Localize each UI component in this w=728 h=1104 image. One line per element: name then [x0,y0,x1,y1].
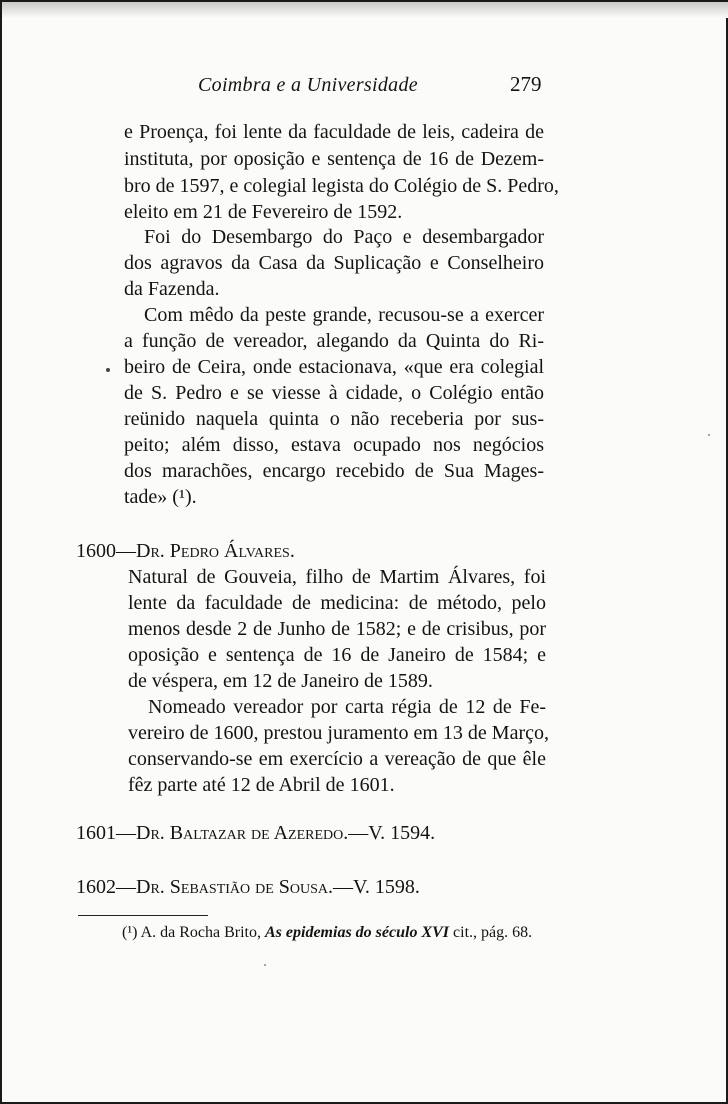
text-line: vereiro de 1600, prestou juramento em 13 de Março, [128,722,549,744]
entry-year: 1601— [76,822,136,844]
paper-speck [708,434,710,436]
page-number: 279 [510,72,542,96]
text-line: Nomeado vereador por carta régia de 12 de Fe- [148,696,546,718]
text-line: de véspera, em 12 de Janeiro de 1589. [128,670,433,692]
footnote-rule [78,915,208,916]
footnote-marker: (¹) [122,924,138,941]
paper-speck [264,964,266,966]
text-line: menos desde 2 de Junho de 1582; e de crisibus, por [128,618,546,640]
text-line: beiro de Ceira, onde estacionava, «que era colegial [124,356,544,378]
scan-edge-shadow [2,2,728,18]
footnote-work: As epidemias do século XVI [265,924,450,941]
margin-mark [106,368,110,372]
text-line: fêz parte até 12 de Abril de 1601. [128,774,395,796]
text-line: peito; além disso, estava ocupado nos negócios [124,434,544,456]
entry-heading-1602 [76,874,420,900]
running-title: Coimbra e a Universidade [198,74,418,96]
entry-name: Dr. Pedro Álvares. [136,540,295,562]
text-line: dos agravos da Casa da Suplicação e Conselheiro [124,252,544,274]
footnote-author: A. da Rocha Brito, [140,924,261,941]
footnote [122,924,532,942]
text-line: Foi do Desembargo do Paço e desembargador [144,226,544,248]
text-line: Natural de Gouveia, filho de Martim Álvares, foi [128,566,546,588]
text-line: instituta, por oposição e sentença de 16 de Dezem- [124,148,544,170]
text-line: reünido naquela quinta o não receberia por sus- [124,408,544,430]
entry-year: 1600— [76,540,136,562]
text-line: bro de 1597, e colegial legista do Colégio de S. Pedro, [124,175,559,197]
text-line: conservando-se em exercício a vereação de que êle [128,748,546,770]
entry-ref: —V. 1594. [348,822,436,844]
entry-ref: —V. 1598. [333,876,420,898]
entry-year: 1602— [76,876,136,898]
entry-heading-1600 [76,538,295,564]
text-line: e Proença, foi lente da faculdade de leis, cadeira de [124,121,544,143]
text-line: Com mêdo da peste grande, recusou-se a exercer [144,304,544,326]
text-line: de S. Pedro e se viesse à cidade, o Colégio então [124,382,544,404]
text-line: dos marachões, encargo recebido de Sua Mages- [124,460,544,482]
footnote-rest: cit., pág. 68. [453,924,533,941]
text-line: tade» (¹). [124,486,197,508]
text-line: eleito em 21 de Fevereiro de 1592. [124,201,403,223]
entry-heading-1601 [76,820,435,846]
text-line: lente da faculdade de medicina: de método, pelo [128,592,546,614]
text-line: da Fazenda. [124,278,220,300]
text-line: oposição e sentença de 16 de Janeiro de 1584; e [128,644,546,666]
entry-name: Dr. Baltazar de Azeredo. [136,822,349,844]
text-line: a função de vereador, alegando da Quinta do Ri- [124,330,544,352]
entry-name: Dr. Sebastião de Sousa. [136,876,334,898]
